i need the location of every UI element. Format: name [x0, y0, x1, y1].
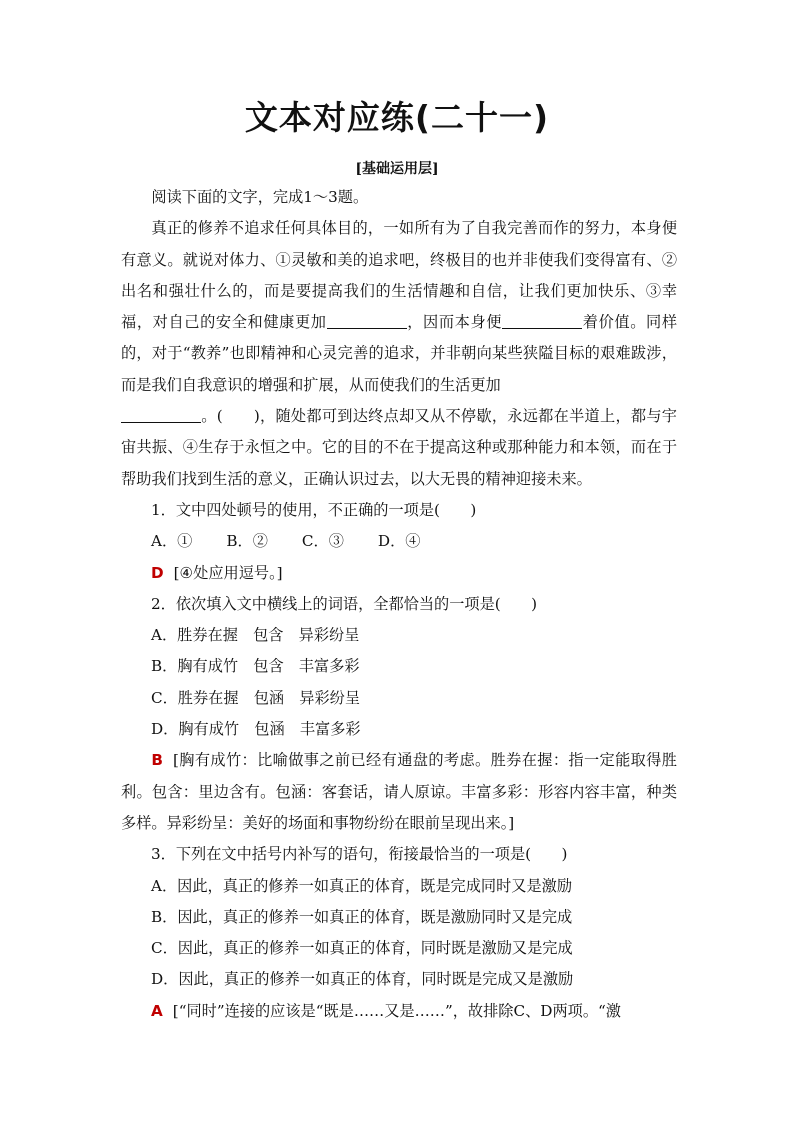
question-3-stem: 3．下列在文中括号内补写的语句，衔接最恰当的一项是( ) — [151, 845, 568, 864]
passage-part-2: ，因而本身便 — [406, 313, 503, 332]
page-title: 文本对应练(二十一) — [244, 98, 550, 137]
blank-1 — [327, 313, 407, 329]
q2-option-a: A．胜券在握 包含 异彩纷呈 — [151, 626, 360, 645]
q3-option-c: C．因此，真正的修养一如真正的体育，同时既是激励又是完成 — [151, 939, 573, 958]
question-1-options — [121, 526, 677, 557]
reading-passage — [121, 213, 677, 495]
q1-answer-letter: D — [151, 563, 164, 582]
q2-explanation: [胸有成竹：比喻做事之前已经有通盘的考虑。胜券在握：指一定能取得胜利。包含：里边含有。包涵：客套话，请人原谅。丰富多彩：形容内容丰富，种类多样。异彩纷呈：美好的场面和事物纷纷在眼前呈现出来。] — [121, 751, 677, 832]
question-1-stem: 1．文中四处顿号的使用，不正确的一项是( ) — [151, 500, 477, 519]
q2-answer-letter: B — [151, 751, 163, 770]
q3-answer-letter: A — [151, 1001, 163, 1020]
question-3-answer — [121, 996, 677, 1027]
q3-option-b: B．因此，真正的修养一如真正的体育，既是激励同时又是完成 — [151, 907, 573, 926]
q1-option-a: A．① — [151, 532, 193, 551]
q2-option-c: C．胜券在握 包涵 异彩纷呈 — [151, 688, 361, 707]
passage-part-3: 着价值。同样的，对于“教养”也即精神和心灵完善的追求，并非朝向某些狭隘目标的艰难跋涉，而是我们自我意识的增强和扩展，从而使我们的生活更加 — [121, 313, 678, 394]
q3-option-d: D．因此，真正的修养一如真正的体育，同时既是完成又是激励 — [151, 970, 574, 989]
question-2-stem: 2．依次填入文中横线上的词语，全都恰当的一项是( ) — [151, 594, 538, 613]
q3-option-a: A．因此，真正的修养一如真正的体育，既是完成同时又是激励 — [151, 876, 573, 895]
q1-option-c: C．③ — [301, 532, 344, 551]
question-1-answer — [121, 558, 677, 589]
q1-option-d: D．④ — [377, 532, 421, 551]
blank-2 — [502, 313, 582, 329]
section-label: [基础运用层] — [355, 161, 439, 177]
passage-part-4: 。( )，随处都可到达终点却又从不停歇，永远都在半道上，都与宇宙共振、④生存于永恒之中。它的目的不在于提高这种或那种能力和本领，而在于帮助我们找到生活的意义，正确认识过去，以大无畏的精神迎接未来。 — [121, 407, 677, 488]
content-body — [121, 182, 677, 1027]
blank-3 — [121, 407, 201, 423]
q3-explanation: [“同时”连接的应该是“既是……又是……”，故排除C、D两项。“激 — [172, 1001, 621, 1020]
q2-option-d: D．胸有成竹 包涵 丰富多彩 — [151, 720, 361, 739]
q1-explanation: [④处应用逗号。] — [173, 563, 283, 582]
passage-part-1: 真正的修养不追求任何具体目的，一如所有为了自我完善而作的努力，本身便有意义。就说对体力、①灵敏和美的追求吧，终极目的也并非使我们变得富有、②出名和强壮什么的，而是要提高我们的生活情趣和自信，让我们更加快乐、③幸福，对自己的安全和健康更加 — [121, 219, 677, 332]
q2-option-b: B．胸有成竹 包含 丰富多彩 — [151, 657, 360, 676]
q1-option-b: B．② — [226, 532, 268, 551]
question-2-answer — [121, 745, 677, 839]
intro-text: 阅读下面的文字，完成1～3题。 — [151, 188, 369, 206]
